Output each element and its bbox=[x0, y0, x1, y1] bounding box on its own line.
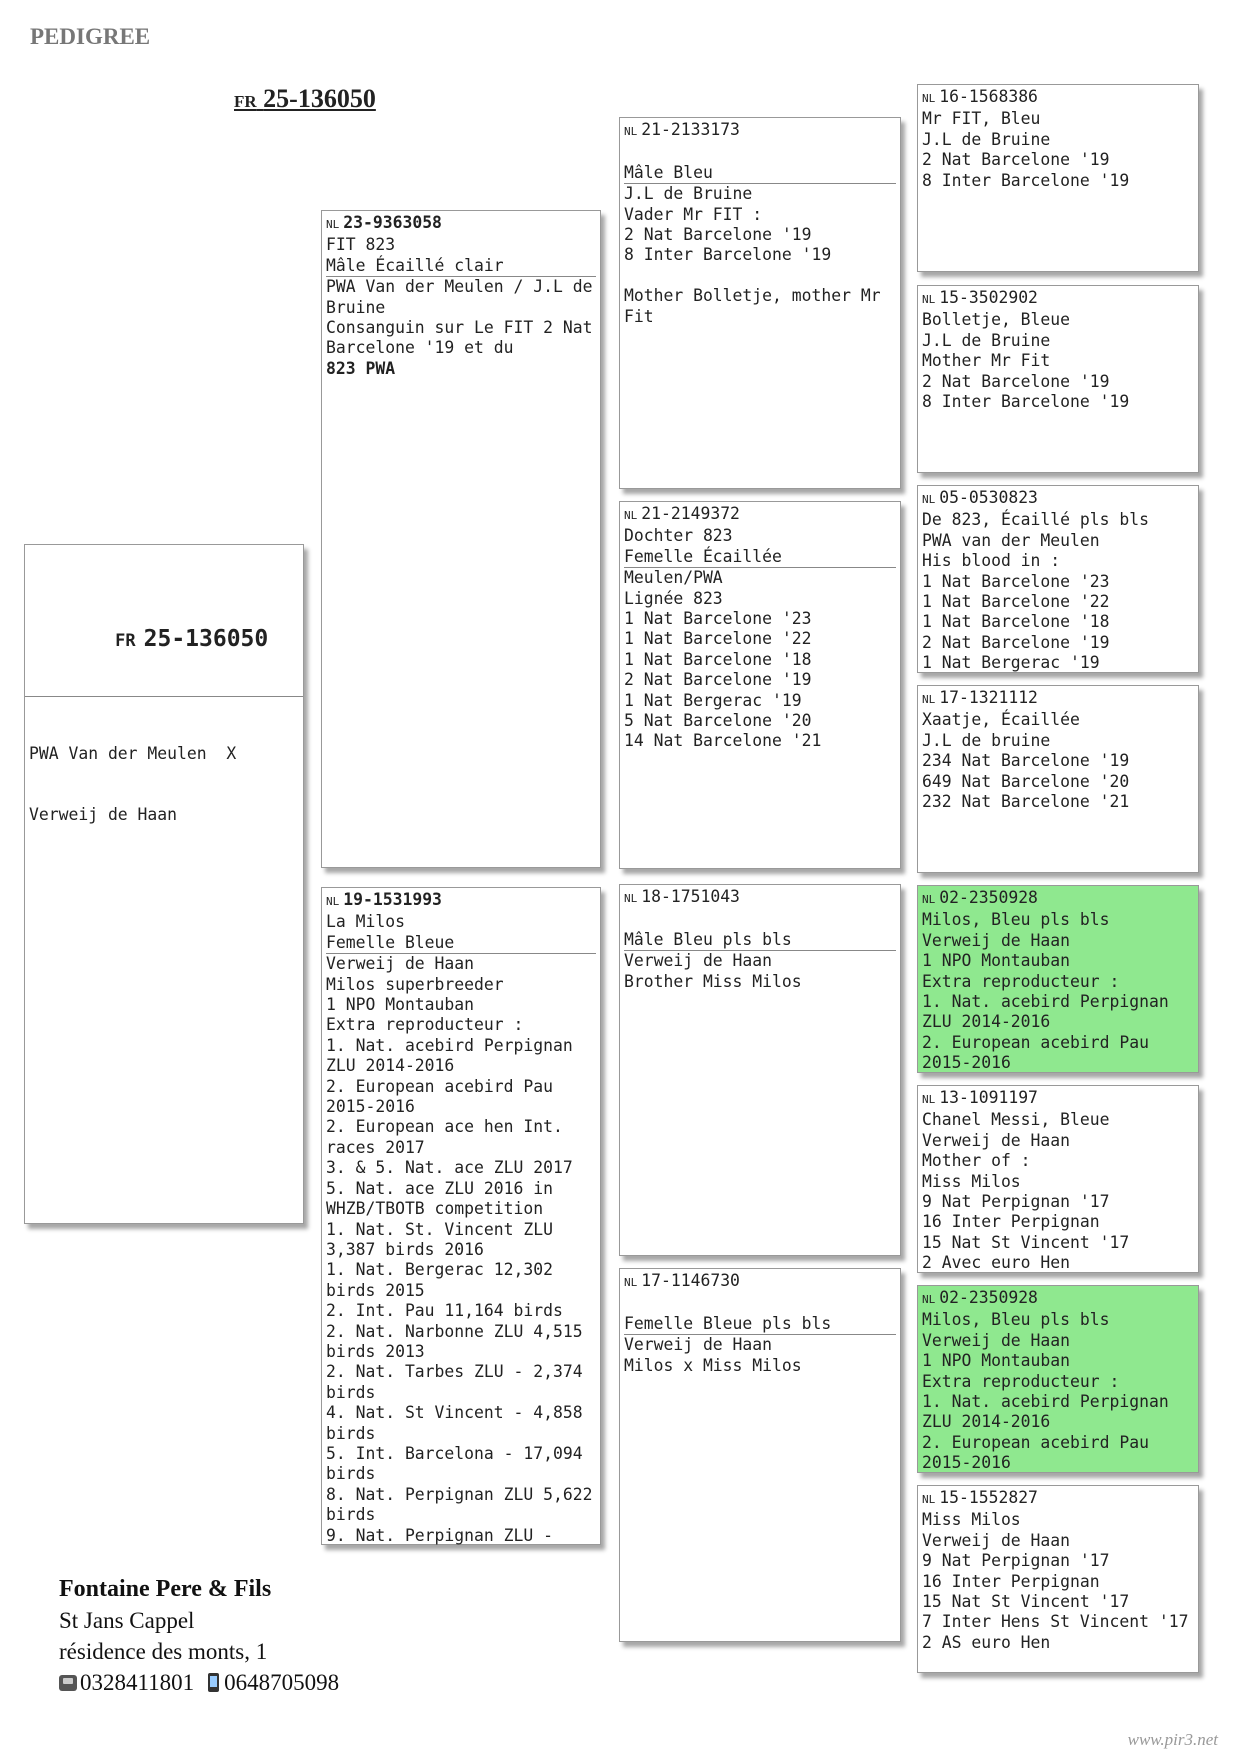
ring-number: 15-3502902 bbox=[939, 288, 1038, 307]
ring-country: NL bbox=[326, 895, 340, 908]
bird-box-sds bbox=[917, 485, 1199, 673]
bird-info-line: 16 Inter Perpignan bbox=[922, 1571, 1100, 1591]
bird-name-line: Mâle Bleu pls bls bbox=[624, 930, 896, 951]
bird-info-line: Brother Miss Milos bbox=[624, 971, 802, 991]
subject-box bbox=[24, 544, 304, 1224]
bird-info-line: 1 NPO Montauban bbox=[922, 1351, 1071, 1371]
bird-info-line: Mother Bolletje, mother Mr Fit bbox=[624, 286, 891, 326]
bird-box-ssd bbox=[917, 285, 1199, 473]
bird-info-line: 5 Nat Barcelone '20 bbox=[624, 711, 812, 731]
ring-line bbox=[922, 1088, 1194, 1110]
bird-info-line bbox=[624, 266, 896, 286]
bird-info-line: 15 Nat St Vincent '17 bbox=[922, 1592, 1130, 1612]
bird-info-line: 1. Nat. St. Vincent ZLU 3,387 birds 2016 bbox=[326, 1219, 563, 1259]
bird-name-line: Femelle Écaillée bbox=[624, 547, 896, 568]
bird-info-line: 2 Nat Barcelone '19 bbox=[624, 225, 812, 245]
bird-box-sire bbox=[321, 210, 601, 868]
top-ring-value: 25-136050 bbox=[263, 84, 376, 113]
ring-line bbox=[922, 288, 1194, 310]
watermark: www.pir3.net bbox=[1127, 1730, 1218, 1749]
bird-info-line: De 823, Écaillé pls bls bbox=[922, 510, 1149, 530]
ring-number: 19-1531993 bbox=[343, 890, 442, 909]
bird-info-line: 9 Nat Perpignan '17 bbox=[922, 1551, 1110, 1571]
ring-line bbox=[922, 688, 1194, 710]
ring-country: NL bbox=[922, 493, 936, 506]
bird-info-line: 2. Int. Pau 11,164 birds bbox=[326, 1301, 563, 1321]
ring-number: 18-1751043 bbox=[641, 887, 740, 906]
bird-info-line: 8. Nat. Perpignan ZLU 5,622 birds bbox=[326, 1484, 603, 1525]
top-ring-country: FR bbox=[234, 92, 257, 111]
bird-info-line: Meulen/PWA bbox=[624, 568, 723, 588]
owner-address-1: St Jans Cappel bbox=[59, 1608, 195, 1633]
bird-info-line: Mother of : bbox=[922, 1151, 1031, 1171]
ring-number: 05-0530823 bbox=[939, 488, 1038, 507]
bird-box-sd bbox=[619, 501, 901, 869]
bird-box-dsd bbox=[917, 1085, 1199, 1273]
bird-info-line: 9. Nat. Perpignan ZLU - bbox=[326, 1525, 553, 1545]
bird-info-line: Verweij de Haan bbox=[922, 1330, 1071, 1350]
ring-line bbox=[922, 1488, 1194, 1510]
bird-info-line: 16 Inter Perpignan bbox=[922, 1212, 1100, 1232]
ring-number: 15-1552827 bbox=[939, 1488, 1038, 1507]
ring-country: NL bbox=[624, 1276, 638, 1289]
bird-info-line: Lignée 823 bbox=[624, 588, 723, 608]
bird-info-line: 1 Nat Barcelone '23 bbox=[922, 571, 1110, 591]
bird-info-line: Vader Mr FIT : bbox=[624, 204, 763, 224]
bird-box-dd bbox=[619, 1268, 901, 1642]
ring-country: NL bbox=[922, 1293, 936, 1306]
ring-country: NL bbox=[922, 293, 936, 306]
bird-info-line: Verweij de Haan bbox=[922, 1530, 1071, 1550]
bird-info-line: His blood in : bbox=[922, 551, 1061, 571]
top-ring-number bbox=[234, 84, 376, 114]
subject-line: PWA Van der Meulen X bbox=[29, 743, 237, 763]
bird-info-line: Mother Mr Fit bbox=[922, 351, 1051, 371]
ring-country: NL bbox=[624, 892, 638, 905]
bird-info-line: Miss Milos bbox=[922, 1171, 1021, 1191]
ring-number: 02-2350928 bbox=[939, 888, 1038, 907]
bird-info-line: 2. European acebird Pau 2015-2016 bbox=[326, 1076, 563, 1117]
bird-info-line: Extra reproducteur : bbox=[326, 1015, 524, 1035]
ring-number: 21-2149372 bbox=[641, 504, 740, 523]
bird-info-line: Bolletje, Bleue bbox=[922, 310, 1071, 330]
bird-name-line bbox=[624, 1293, 896, 1313]
bird-info-line: 1 NPO Montauban bbox=[922, 951, 1071, 971]
ring-number: 17-1321112 bbox=[939, 688, 1038, 707]
mobile-phone-icon bbox=[208, 1673, 219, 1692]
bird-info-line: 823 PWA bbox=[326, 358, 396, 378]
bird-info-line: 2. European acebird Pau 2015-2016 bbox=[922, 1432, 1159, 1473]
bird-name-line: Dochter 823 bbox=[624, 526, 733, 546]
bird-info-line: Verweij de Haan bbox=[624, 1335, 773, 1355]
bird-info-line: 1 Nat Bergerac '19 bbox=[624, 690, 802, 710]
subject-line: Verweij de Haan bbox=[29, 804, 178, 824]
bird-info-line: 14 Nat Barcelone '21 bbox=[624, 731, 822, 751]
ring-line bbox=[624, 120, 896, 142]
bird-info-line: Verweij de Haan bbox=[326, 954, 475, 974]
ring-number: 02-2350928 bbox=[939, 1288, 1038, 1307]
page-title: PEDIGREE bbox=[30, 24, 151, 49]
bird-info-line: 4. Nat. St Vincent - 4,858 birds bbox=[326, 1403, 593, 1443]
bird-info-line: PWA Van der Meulen / J.L de Bruine bbox=[326, 277, 603, 317]
bird-info-line: 649 Nat Barcelone '20 bbox=[922, 771, 1130, 791]
bird-info-line: Extra reproducteur : bbox=[922, 971, 1120, 991]
bird-info-line: 1 Nat Barcelone '18 bbox=[922, 612, 1110, 632]
bird-box-ds bbox=[619, 884, 901, 1256]
bird-box-ss bbox=[619, 117, 901, 489]
bird-info-line: 2. Nat. Tarbes ZLU - 2,374 birds bbox=[326, 1362, 593, 1402]
bird-info-line: 7 Inter Hens St Vincent '17 bbox=[922, 1612, 1189, 1632]
bird-info-line: 1 Nat Barcelone '23 bbox=[624, 609, 812, 629]
bird-info-line: 234 Nat Barcelone '19 bbox=[922, 751, 1130, 771]
ring-number: 16-1568386 bbox=[939, 87, 1038, 106]
bird-info-line: 8 Inter Barcelone '19 bbox=[922, 170, 1130, 190]
subject-country: FR bbox=[115, 630, 136, 651]
ring-country: NL bbox=[922, 1493, 936, 1506]
bird-info-line: 2 Nat Barcelone '19 bbox=[922, 371, 1110, 391]
owner-phones bbox=[59, 1667, 339, 1698]
bird-name-line bbox=[624, 142, 896, 162]
ring-country: NL bbox=[624, 509, 638, 522]
bird-info-line: 2 Nat Barcelone '19 bbox=[922, 150, 1110, 170]
ring-line bbox=[326, 890, 596, 912]
ring-line bbox=[326, 213, 596, 235]
bird-info-line: 9 Nat Perpignan '17 bbox=[922, 1192, 1110, 1212]
bird-info-line: J.L de Bruine bbox=[922, 330, 1051, 350]
ring-line bbox=[922, 888, 1194, 910]
ring-line bbox=[624, 504, 896, 526]
bird-info-line: Milos superbreeder bbox=[326, 974, 504, 994]
bird-box-dam bbox=[321, 887, 601, 1545]
ring-country: NL bbox=[922, 92, 936, 105]
bird-info-line: Milos x Miss Milos bbox=[624, 1355, 802, 1375]
bird-name-line: FIT 823 bbox=[326, 235, 396, 255]
subject-title bbox=[25, 588, 303, 697]
bird-info-line: 5. Int. Barcelona - 17,094 birds bbox=[326, 1443, 593, 1484]
bird-name-line: La Milos bbox=[326, 912, 405, 932]
bird-info-line: 1. Nat. acebird Perpignan ZLU 2014-2016 bbox=[922, 992, 1179, 1032]
bird-info-line: 5. Nat. ace ZLU 2016 in WHZB/TBOTB competition bbox=[326, 1178, 563, 1219]
bird-info-line: Miss Milos bbox=[922, 1510, 1021, 1530]
bird-name-line bbox=[624, 909, 896, 929]
bird-box-sss bbox=[917, 84, 1199, 272]
bird-info-line: Milos, Bleu pls bls bbox=[922, 1310, 1110, 1330]
bird-info-line: 2. Nat. Narbonne ZLU 4,515 birds 2013 bbox=[326, 1321, 593, 1361]
ring-line bbox=[624, 887, 896, 909]
bird-info-line: 2. European acebird Pau 2015-2016 bbox=[922, 1032, 1159, 1073]
bird-info-line: Verweij de Haan bbox=[922, 930, 1071, 950]
ring-country: NL bbox=[922, 693, 936, 706]
ring-country: NL bbox=[624, 125, 638, 138]
bird-name-line: Mâle Bleu bbox=[624, 163, 896, 184]
ring-line bbox=[624, 1271, 896, 1293]
bird-info-line: 2 Nat Barcelone '19 bbox=[922, 632, 1110, 652]
bird-info-line: 8 Inter Barcelone '19 bbox=[624, 245, 832, 265]
bird-info-line: 8 Inter Barcelone '19 bbox=[922, 392, 1130, 412]
bird-info-line: 1. Nat. acebird Perpignan ZLU 2014-2016 bbox=[326, 1035, 583, 1076]
bird-info-line: 232 Nat Barcelone '21 bbox=[922, 792, 1130, 812]
bird-info-line: 2. European ace hen Int. races 2017 bbox=[326, 1117, 573, 1157]
ring-line bbox=[922, 87, 1194, 109]
bird-info-line: 1 NPO Montauban bbox=[326, 995, 475, 1015]
bird-box-ddd bbox=[917, 1485, 1199, 1673]
ring-line bbox=[922, 488, 1194, 510]
ring-number: 17-1146730 bbox=[641, 1271, 740, 1290]
bird-name-line: Femelle Bleue bbox=[326, 933, 596, 954]
ring-country: NL bbox=[326, 218, 340, 231]
bird-info-line: Verweij de Haan bbox=[624, 951, 773, 971]
bird-box-sdd bbox=[917, 685, 1199, 873]
telephone-icon bbox=[59, 1675, 77, 1691]
ring-line bbox=[922, 1288, 1194, 1310]
owner-contact bbox=[59, 1574, 339, 1698]
bird-box-dds bbox=[917, 1285, 1199, 1473]
bird-info-line: Milos, Bleu pls bls bbox=[922, 910, 1110, 930]
bird-info-line: 1 Nat Barcelone '22 bbox=[922, 592, 1110, 612]
ring-country: NL bbox=[922, 1093, 936, 1106]
bird-info-line: Chanel Messi, Bleue bbox=[922, 1110, 1110, 1130]
bird-info-line: 1 Nat Barcelone '18 bbox=[624, 649, 812, 669]
bird-name-line: Femelle Bleue pls bls bbox=[624, 1314, 896, 1335]
bird-info-line: Extra reproducteur : bbox=[922, 1371, 1120, 1391]
owner-address-2: résidence des monts, 1 bbox=[59, 1639, 268, 1664]
mobile-number: 0648705098 bbox=[224, 1670, 340, 1695]
bird-info-line: 15 Nat St Vincent '17 bbox=[922, 1232, 1130, 1252]
bird-info-line: 1 Nat Barcelone '22 bbox=[624, 629, 812, 649]
bird-info-line: J.L de Bruine bbox=[922, 129, 1051, 149]
bird-info-line: Mr FIT, Bleu bbox=[922, 109, 1041, 129]
bird-info-line: Verweij de Haan bbox=[922, 1130, 1071, 1150]
bird-info-line: 1. Nat. acebird Perpignan ZLU 2014-2016 bbox=[922, 1392, 1179, 1432]
bird-info-line: 2 Nat Barcelone '19 bbox=[624, 670, 812, 690]
bird-info-line: J.L de Bruine bbox=[624, 184, 753, 204]
bird-info-line: 3. & 5. Nat. ace ZLU 2017 bbox=[326, 1158, 573, 1178]
owner-name: Fontaine Pere & Fils bbox=[59, 1576, 272, 1602]
bird-info-line: J.L de bruine bbox=[922, 730, 1051, 750]
ring-country: NL bbox=[922, 893, 936, 906]
bird-info-line: Xaatje, Écaillée bbox=[922, 710, 1080, 730]
bird-info-line: PWA van der Meulen bbox=[922, 530, 1100, 550]
ring-number: 21-2133173 bbox=[641, 120, 740, 139]
subject-ring: 25-136050 bbox=[143, 625, 269, 652]
bird-info-line: 2 Avec euro Hen bbox=[922, 1253, 1071, 1273]
bird-info-line: 1. Nat. Bergerac 12,302 birds 2015 bbox=[326, 1260, 563, 1300]
ring-number: 23-9363058 bbox=[343, 213, 442, 232]
bird-name-line: Mâle Écaillé clair bbox=[326, 256, 596, 277]
bird-info-line: 1 Nat Bergerac '19 bbox=[922, 653, 1100, 673]
bird-box-dss bbox=[917, 885, 1199, 1073]
bird-info-line: Consanguin sur Le FIT 2 Nat Barcelone '19 et du bbox=[326, 318, 603, 358]
phone-number: 0328411801 bbox=[80, 1670, 195, 1695]
bird-info-line: 2 AS euro Hen bbox=[922, 1632, 1051, 1652]
ring-number: 13-1091197 bbox=[939, 1088, 1038, 1107]
